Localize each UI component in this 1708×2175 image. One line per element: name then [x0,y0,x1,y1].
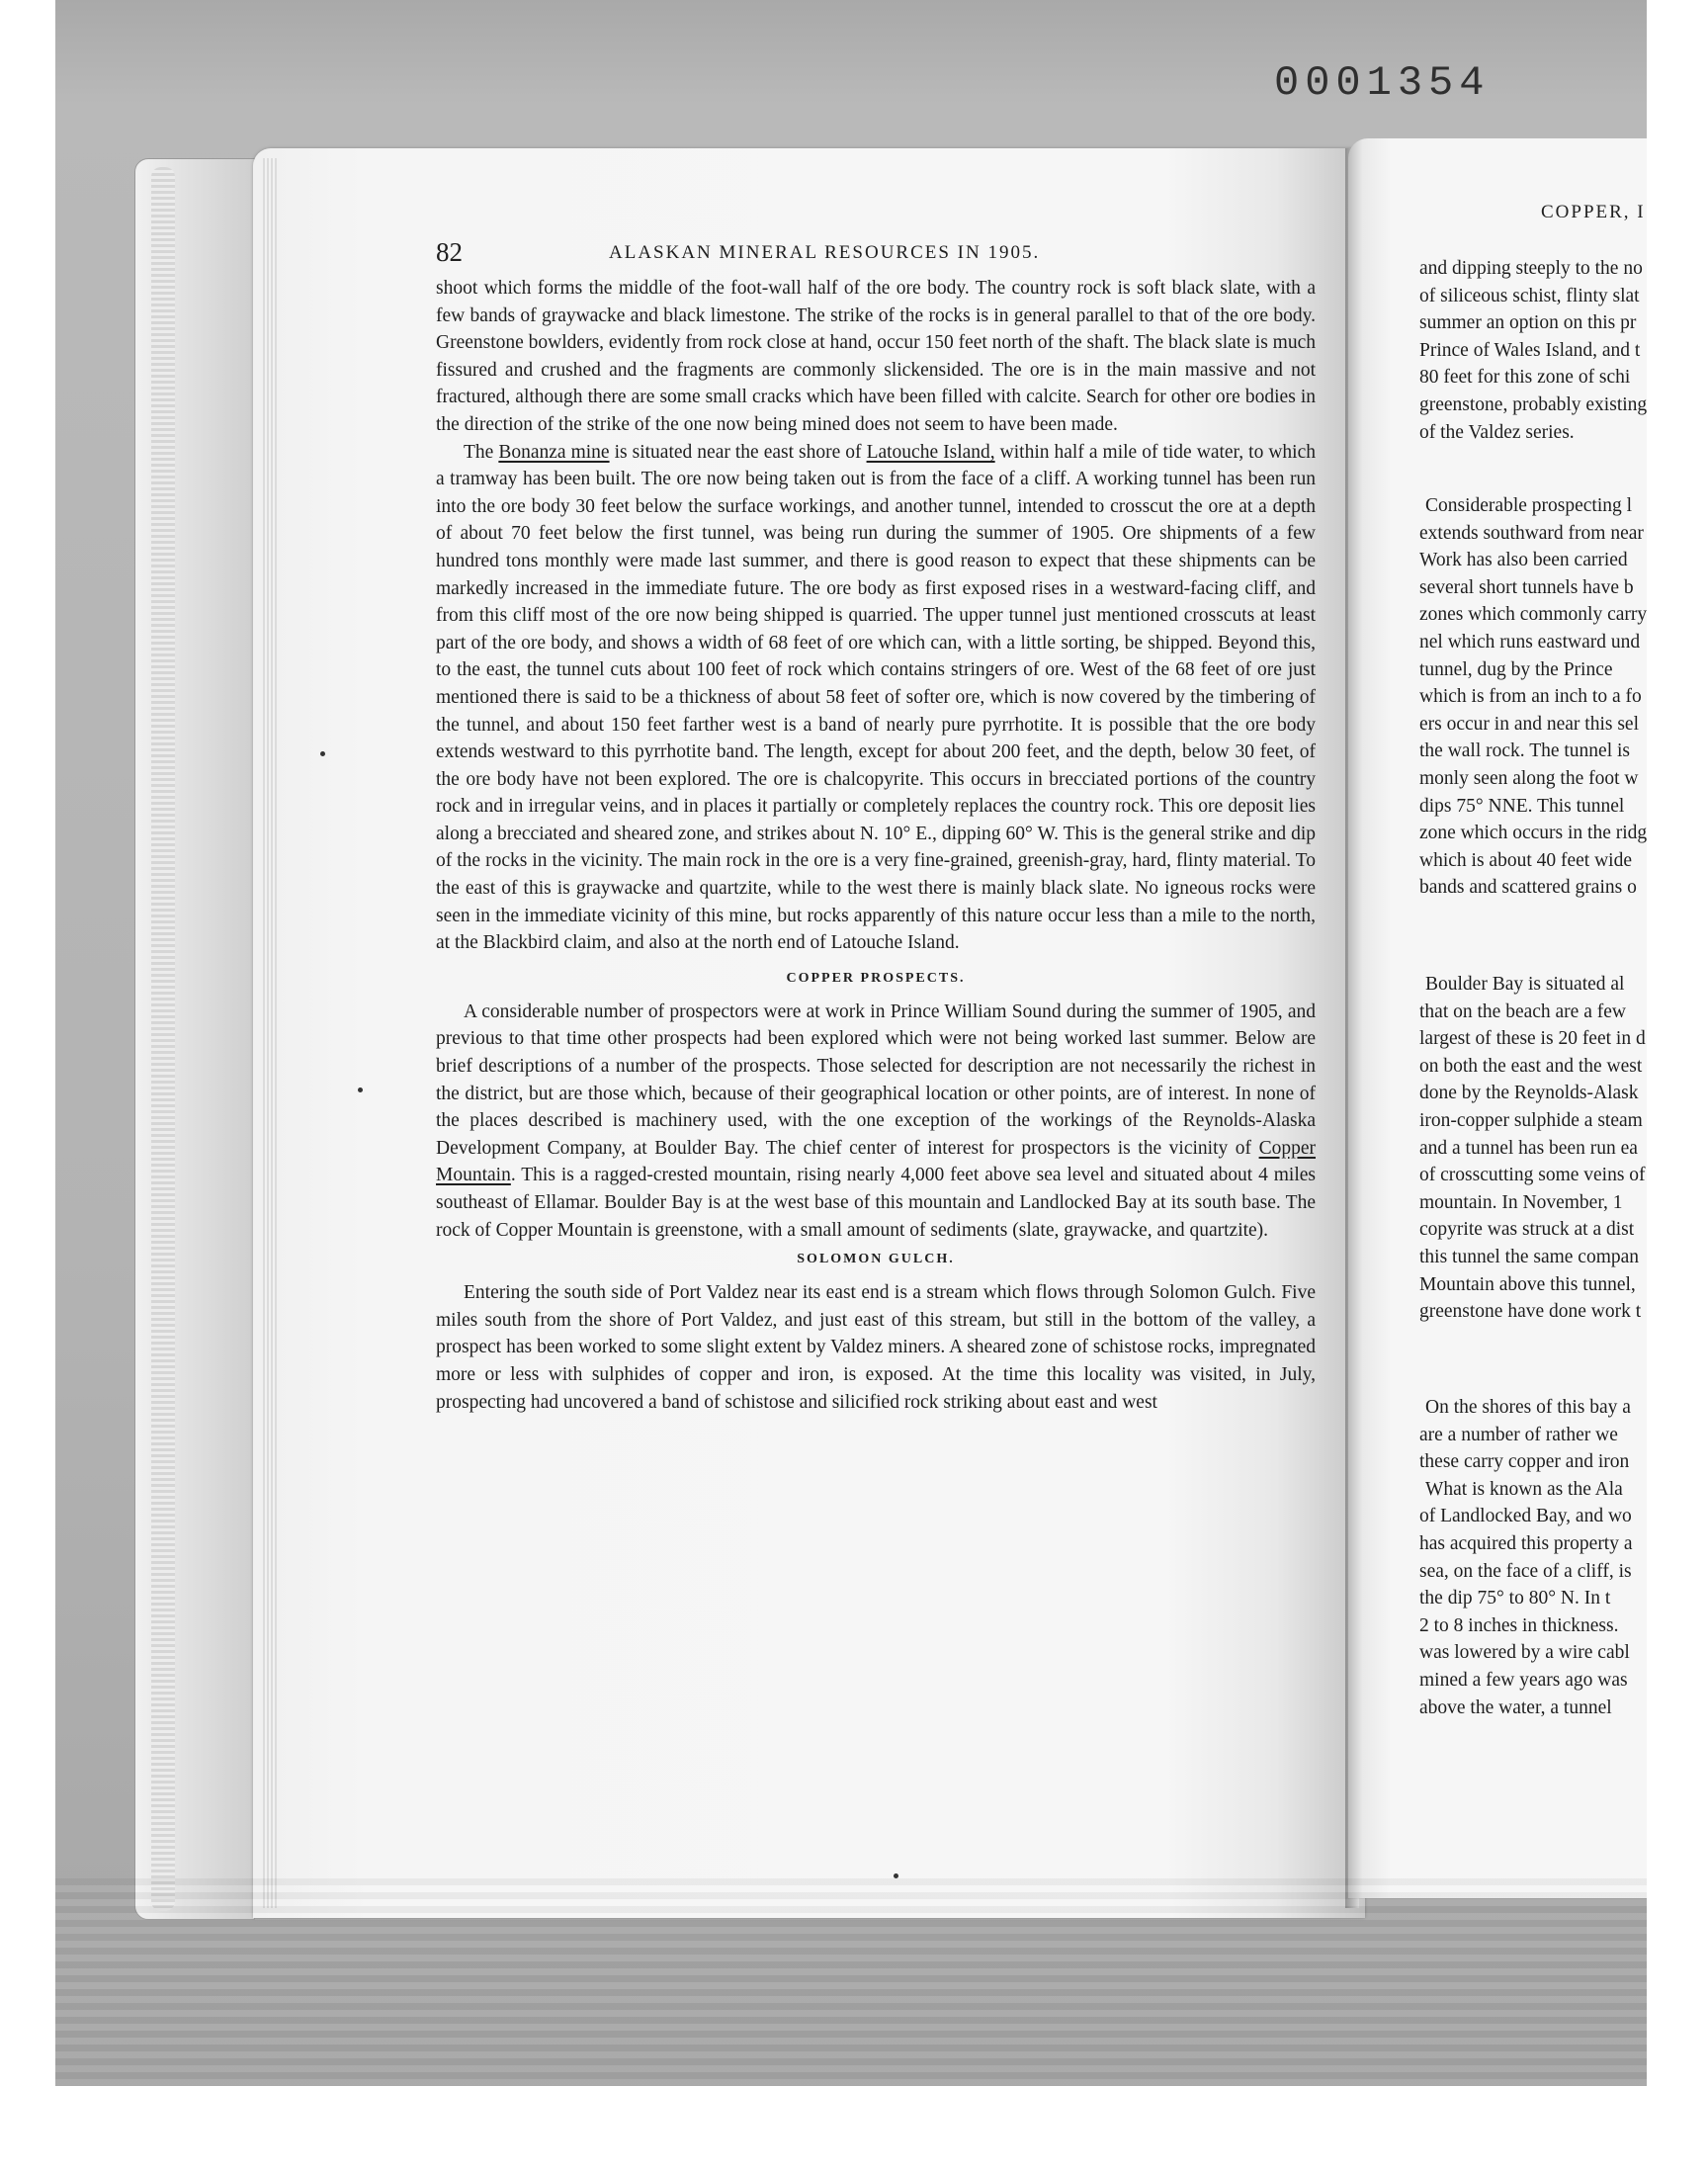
right-line: 80 feet for this zone of schi [1419,367,1631,389]
right-line: which is from an inch to a fo [1419,686,1642,708]
right-line: Boulder Bay is situated al [1425,974,1625,995]
right-line: zone which occurs in the ridg [1419,823,1647,844]
paragraph-3 [436,999,1316,1244]
right-line: has acquired this property a [1419,1532,1633,1554]
right-line: the wall rock. The tunnel is [1419,740,1631,762]
document-stamp: 0001354 [1274,59,1491,107]
right-line: are a number of rather we [1419,1424,1618,1445]
right-line: that on the beach are a few [1419,1000,1626,1022]
book-cover-edge [134,158,255,1920]
paragraph-2-text-a: The [464,441,499,463]
page-number: 82 [436,237,463,267]
right-line: Considerable prospecting l [1425,495,1633,516]
paragraph-3-text-b: . This is a ragged-crested mountain, rising nearly 4,000 feet above sea level and situated about 4 miles southeast of Ellamar. Boulder Bay is at the west base of this mountain and Landlocked Bay at its south base. The rock of Copper Mountain is greenstone, with a small amount of sediments (slate, graywacke, and quartzite). [436,1165,1316,1241]
right-line: summer an option on this pr [1419,312,1637,334]
right-line: of the Valdez series. [1419,421,1575,443]
right-line: mountain. In November, 1 [1419,1191,1623,1213]
underlined-copper-mountain: Copper Mountain [436,1137,1316,1186]
right-line: tunnel, dug by the Prince [1419,658,1613,680]
right-line: largest of these is 20 feet in d [1419,1028,1646,1050]
right-line: bands and scattered grains o [1419,877,1637,899]
right-line: sea, on the face of a cliff, is [1419,1560,1632,1582]
right-page [1348,138,1647,1898]
scan-speck [358,1088,363,1092]
paragraph-2 [436,439,1316,957]
right-line: greenstone, probably existing [1419,393,1647,415]
right-line: of siliceous schist, flinty slat [1419,285,1640,306]
paragraph-4: Entering the south side of Port Valdez near its east end is a stream which flows through Solomon Gulch. Five miles south from the shore of Port Valdez, and just east of this stream, but still in the bottom of the valley, a prospect has been worked to some slight extent by Valdez miners. A sheared zone of schistose rocks, impregnated more or less with sulphides of copper and iron, is exposed. At the time this locality was visited, in July, prospecting had uncovered a band of schistose and silicified rock striking about east and west [436,1282,1316,1413]
right-line: mined a few years ago was [1419,1669,1628,1691]
right-block-3 [1419,971,1647,1326]
scan-background [55,0,1647,2086]
right-line: iron-copper sulphide a steam [1419,1109,1643,1131]
right-line: dips 75° NNE. This tunnel [1419,795,1625,817]
right-line: extends southward from near [1419,522,1644,544]
right-line: Mountain above this tunnel, [1419,1273,1636,1295]
right-line: of crosscutting some veins of [1419,1165,1646,1186]
right-line: on both the east and the west [1419,1055,1643,1077]
right-line: and dipping steeply to the no [1419,258,1643,279]
left-page [253,148,1365,1918]
underlined-bonanza-mine: Bonanza mine [498,441,610,463]
right-line: copyrite was struck at a dist [1419,1219,1635,1241]
right-line: which is about 40 feet wide [1419,849,1632,871]
right-line: these carry copper and iron [1419,1451,1630,1473]
right-block-4 [1419,1394,1647,1721]
right-line: monly seen along the foot w [1419,767,1639,789]
right-line: this tunnel the same compan [1419,1246,1640,1267]
paragraph-1: shoot which forms the middle of the foot-wall half of the ore body. The country rock is soft black slate, with a few bands of graywacke and black limestone. The strike of the rocks is in general parallel to that of the ore body. Greenstone bowlders, evidently from rock close at hand, occur 150 feet north of the shaft. The black slate is much fissured and crushed and the fragments are commonly slickensided. The ore is in the main massive and not fractured, although there are some small cracks which have been filled with calcite. Search for other ore bodies in the direction of the strike of the one now being mined does not seem to have been made. [436,278,1316,435]
right-line: Work has also been carried [1419,550,1628,571]
scan-speck [320,751,325,756]
heading-copper-prospects: COPPER PROSPECTS. [786,970,966,986]
right-running-head: COPPER, I [1541,202,1646,222]
page-body [436,275,1316,1416]
right-block-1 [1419,255,1647,446]
right-line: was lowered by a wire cabl [1419,1642,1630,1664]
right-line: the dip 75° to 80° N. In t [1419,1588,1611,1610]
underlined-latouche-island: Latouche Island, [866,441,995,463]
paragraph-2-text-c: within half a mile of tide water, to which a tramway has been built. The ore now being taken out is from the face of a cliff. A working tunnel has been run into the ore body 30 feet below the surface workings, and another tunnel, intended to crosscut the ore at a depth of about 70 feet below the first tunnel, was being run during the summer of 1905. Ore shipments of a few hundred tons monthly were made last summer, and there is good reason to expect that these shipments can be markedly increased in the immediate future. The ore body as first exposed rises in a westward-facing cliff, and from this cliff most of the ore now being shipped is quarried. The upper tunnel just mentioned crosscuts at least part of the ore body, and shows a width of 68 feet of ore which can, with a little sorting, be shipped. Beyond this, to the east, the tunnel cuts about 100 feet of rock which contains stringers of ore. West of the 68 feet of ore just mentioned there is said to be a thickness of about 58 feet of softer ore, which is now covered by the timbering of the tunnel, and about 150 feet farther west is a band of nearly pure pyrrhotite. It is possible that the ore body extends westward to this pyrrhotite band. The length, except for about 200 feet, and the depth, below 30 feet, of the ore body have not been explored. The ore is chalcopyrite. This occurs in brecciated portions of the country rock and in irregular veins, and in places it partially or completely replaces the country rock. This ore deposit lies along a brecciated and sheared zone, and strikes about N. 10° E., dipping 60° W. This is the general strike and dip of the rocks in the vicinity. The main rock in the ore is a very fine-grained, greenish-gray, hard, flinty material. To the east of this is graywacke and quartzite, while to the west there is mainly black slate. No igneous rocks were seen in the immediate vicinity of this mine, but rocks apparently of this nature occur less than a mile to the north, at the Blackbird claim, and also at the north end of Latouche Island. [436,441,1316,954]
right-line: On the shores of this bay a [1425,1397,1631,1418]
paragraph-2-text-b: is situated near the east shore of [609,441,867,463]
right-line: and a tunnel has been run ea [1419,1137,1638,1159]
paragraph-3-text-a: A considerable number of prospectors were at work in Prince William Sound during the summer of 1905, and previous to that time other prospects had been explored which were not being worked last summer. Below are brief descriptions of a number of the prospects. Those selected for description are not necessarily the richest in the district, but are those which, because of their geographical location or other points, are of interest. In none of the places described is machinery used, with the one exception of the workings of the Reynolds-Alaska Development Company, at Boulder Bay. The chief center of interest for prospectors is the vicinity of [436,1000,1316,1159]
scan-speck [894,1873,898,1878]
right-line: done by the Reynolds-Alask [1419,1083,1639,1104]
right-line: nel which runs eastward und [1419,631,1641,652]
right-block-2 [1419,492,1647,902]
right-line: of Landlocked Bay, and wo [1419,1506,1632,1527]
right-line: ers occur in and near this sel [1419,713,1640,735]
right-line: Prince of Wales Island, and t [1419,339,1641,361]
right-line: above the water, a tunnel [1419,1696,1612,1718]
heading-solomon-gulch: SOLOMON GULCH. [797,1252,955,1267]
right-line: What is known as the Ala [1425,1478,1623,1500]
right-line: greenstone have done work t [1419,1301,1642,1323]
right-line: 2 to 8 inches in thickness. [1419,1614,1619,1636]
right-line: several short tunnels have b [1419,576,1634,598]
running-head: ALASKAN MINERAL RESOURCES IN 1905. [609,242,1041,263]
right-line: zones which commonly carry [1419,604,1647,626]
